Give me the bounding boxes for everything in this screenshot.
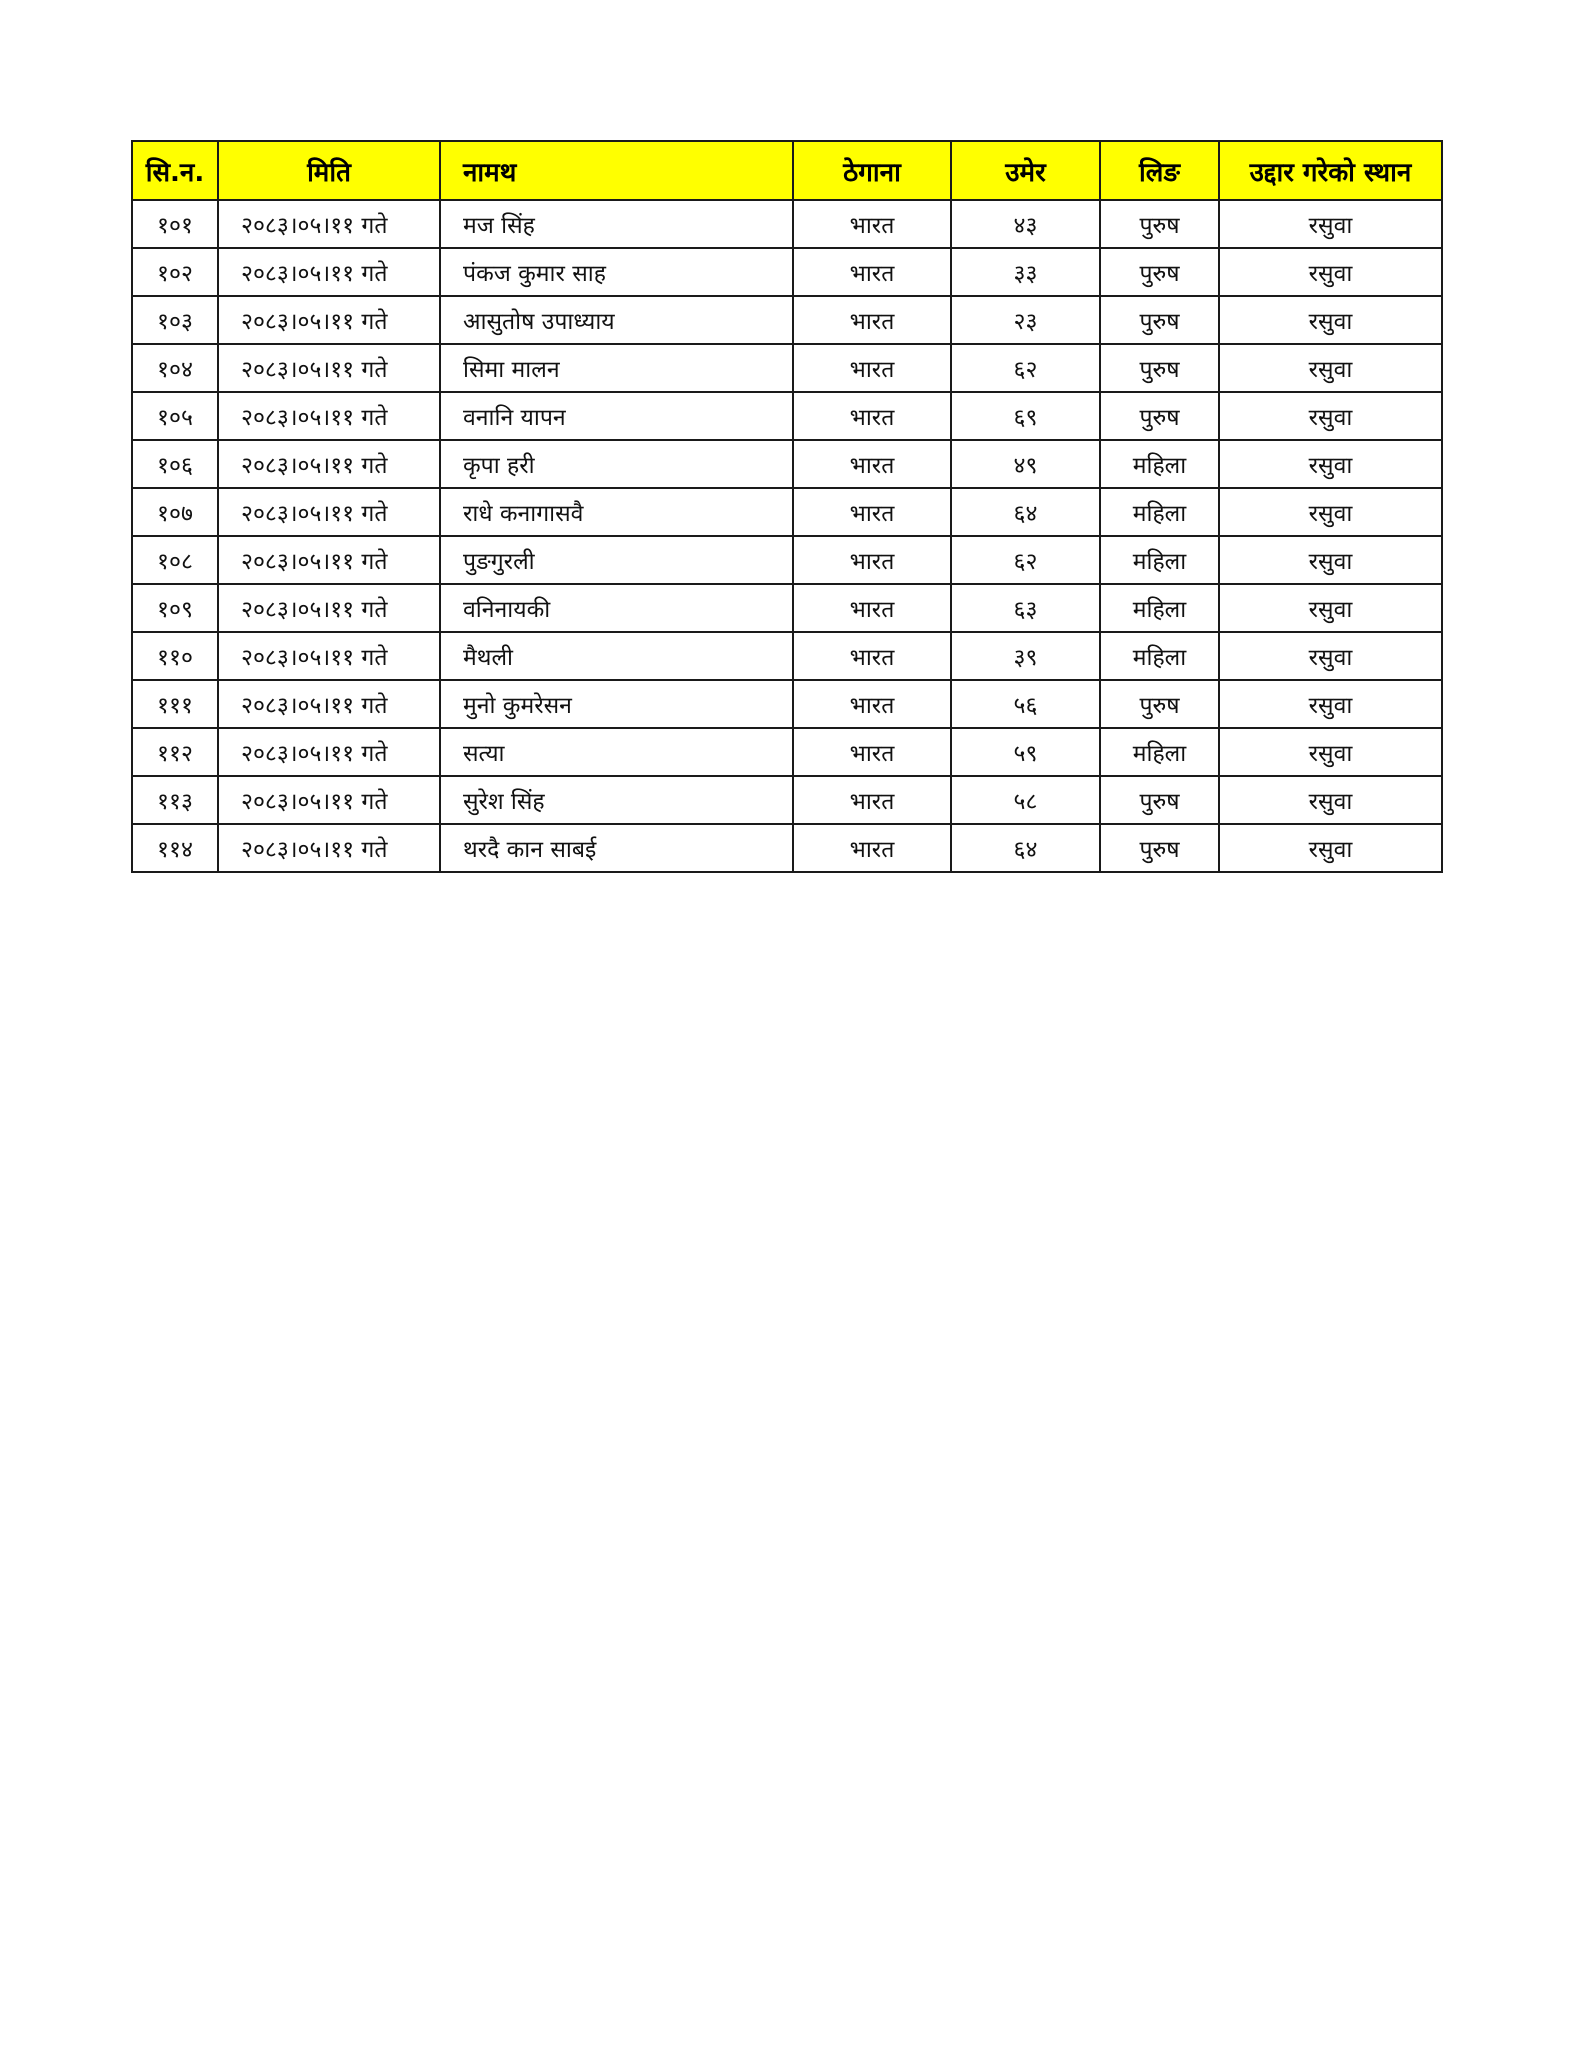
table-row [132,296,1442,344]
cell-name: पंकज कुमार साह [440,248,793,296]
cell-rescue-place: रसुवा [1219,440,1442,488]
table-header-row [132,141,1442,200]
cell-age: ६९ [951,392,1100,440]
cell-age: ६२ [951,344,1100,392]
header-serial-number: सि.न. [132,141,218,200]
cell-address: भारत [793,296,951,344]
cell-rescue-place: रसुवा [1219,392,1442,440]
cell-gender: पुरुष [1100,200,1219,248]
cell-address: भारत [793,680,951,728]
cell-serial-number: १०६ [132,440,218,488]
rescue-list-table [131,140,1443,873]
cell-date: २०८३।०५।११ गते [218,344,440,392]
cell-rescue-place: रसुवा [1219,728,1442,776]
cell-date: २०८३।०५।११ गते [218,776,440,824]
cell-rescue-place: रसुवा [1219,248,1442,296]
cell-address: भारत [793,248,951,296]
cell-serial-number: ११२ [132,728,218,776]
cell-name: आसुतोष उपाध्याय [440,296,793,344]
cell-rescue-place: रसुवा [1219,200,1442,248]
cell-age: ६२ [951,536,1100,584]
cell-rescue-place: रसुवा [1219,488,1442,536]
cell-name: राधे कनागासवै [440,488,793,536]
cell-address: भारत [793,488,951,536]
cell-date: २०८३।०५।११ गते [218,296,440,344]
cell-name: थरदै कान साबई [440,824,793,872]
cell-name: सुरेश सिंह [440,776,793,824]
cell-gender: पुरुष [1100,392,1219,440]
cell-serial-number: १०८ [132,536,218,584]
table-row [132,200,1442,248]
header-name: नामथ [440,141,793,200]
header-gender: लिङ [1100,141,1219,200]
table-row [132,248,1442,296]
cell-gender: पुरुष [1100,248,1219,296]
cell-address: भारत [793,584,951,632]
cell-date: २०८३।०५।११ गते [218,584,440,632]
cell-name: सत्या [440,728,793,776]
cell-date: २०८३।०५।११ गते [218,536,440,584]
cell-date: २०८३।०५।११ गते [218,824,440,872]
cell-rescue-place: रसुवा [1219,632,1442,680]
cell-rescue-place: रसुवा [1219,584,1442,632]
cell-date: २०८३।०५।११ गते [218,392,440,440]
cell-date: २०८३।०५।११ गते [218,632,440,680]
cell-serial-number: १०५ [132,392,218,440]
table-row [132,584,1442,632]
cell-name: मैथली [440,632,793,680]
header-date: मिति [218,141,440,200]
cell-date: २०८३।०५।११ गते [218,680,440,728]
cell-serial-number: १०७ [132,488,218,536]
cell-gender: पुरुष [1100,296,1219,344]
cell-serial-number: ११० [132,632,218,680]
cell-date: २०८३।०५।११ गते [218,488,440,536]
table-row [132,680,1442,728]
cell-gender: पुरुष [1100,776,1219,824]
cell-age: ४३ [951,200,1100,248]
cell-date: २०८३।०५।११ गते [218,248,440,296]
cell-address: भारत [793,728,951,776]
cell-gender: पुरुष [1100,824,1219,872]
table-row [132,440,1442,488]
cell-address: भारत [793,200,951,248]
cell-gender: महिला [1100,728,1219,776]
cell-name: मुनो कुमरेसन [440,680,793,728]
cell-address: भारत [793,536,951,584]
table-row [132,632,1442,680]
cell-date: २०८३।०५।११ गते [218,440,440,488]
cell-address: भारत [793,440,951,488]
cell-rescue-place: रसुवा [1219,776,1442,824]
cell-rescue-place: रसुवा [1219,680,1442,728]
cell-serial-number: १०९ [132,584,218,632]
cell-serial-number: १०१ [132,200,218,248]
cell-rescue-place: रसुवा [1219,536,1442,584]
cell-name: वनानि यापन [440,392,793,440]
cell-age: ५९ [951,728,1100,776]
table-row [132,488,1442,536]
cell-rescue-place: रसुवा [1219,344,1442,392]
cell-address: भारत [793,344,951,392]
cell-address: भारत [793,632,951,680]
cell-name: कृपा हरी [440,440,793,488]
cell-serial-number: १०२ [132,248,218,296]
cell-age: ५८ [951,776,1100,824]
header-address: ठेगाना [793,141,951,200]
table-row [132,776,1442,824]
cell-gender: महिला [1100,584,1219,632]
cell-age: ३९ [951,632,1100,680]
table-body [132,200,1442,872]
cell-gender: पुरुष [1100,680,1219,728]
cell-serial-number: ११४ [132,824,218,872]
cell-age: ६४ [951,488,1100,536]
table-row [132,536,1442,584]
cell-age: २३ [951,296,1100,344]
cell-serial-number: १०४ [132,344,218,392]
cell-gender: महिला [1100,440,1219,488]
cell-address: भारत [793,392,951,440]
table-row [132,728,1442,776]
cell-gender: महिला [1100,632,1219,680]
cell-rescue-place: रसुवा [1219,824,1442,872]
cell-name: मज सिंह [440,200,793,248]
cell-address: भारत [793,776,951,824]
cell-gender: महिला [1100,488,1219,536]
cell-gender: महिला [1100,536,1219,584]
cell-age: ५६ [951,680,1100,728]
cell-date: २०८३।०५।११ गते [218,728,440,776]
cell-serial-number: १११ [132,680,218,728]
cell-gender: पुरुष [1100,344,1219,392]
cell-age: ६४ [951,824,1100,872]
cell-name: सिमा मालन [440,344,793,392]
table-row [132,392,1442,440]
table-row [132,824,1442,872]
cell-address: भारत [793,824,951,872]
cell-name: वनिनायकी [440,584,793,632]
cell-date: २०८३।०५।११ गते [218,200,440,248]
cell-age: ६३ [951,584,1100,632]
table-row [132,344,1442,392]
header-age: उमेर [951,141,1100,200]
cell-name: पुङगुरली [440,536,793,584]
header-rescue-place: उद्दार गरेको स्थान [1219,141,1442,200]
cell-rescue-place: रसुवा [1219,296,1442,344]
cell-age: ३३ [951,248,1100,296]
cell-age: ४९ [951,440,1100,488]
cell-serial-number: ११३ [132,776,218,824]
cell-serial-number: १०३ [132,296,218,344]
